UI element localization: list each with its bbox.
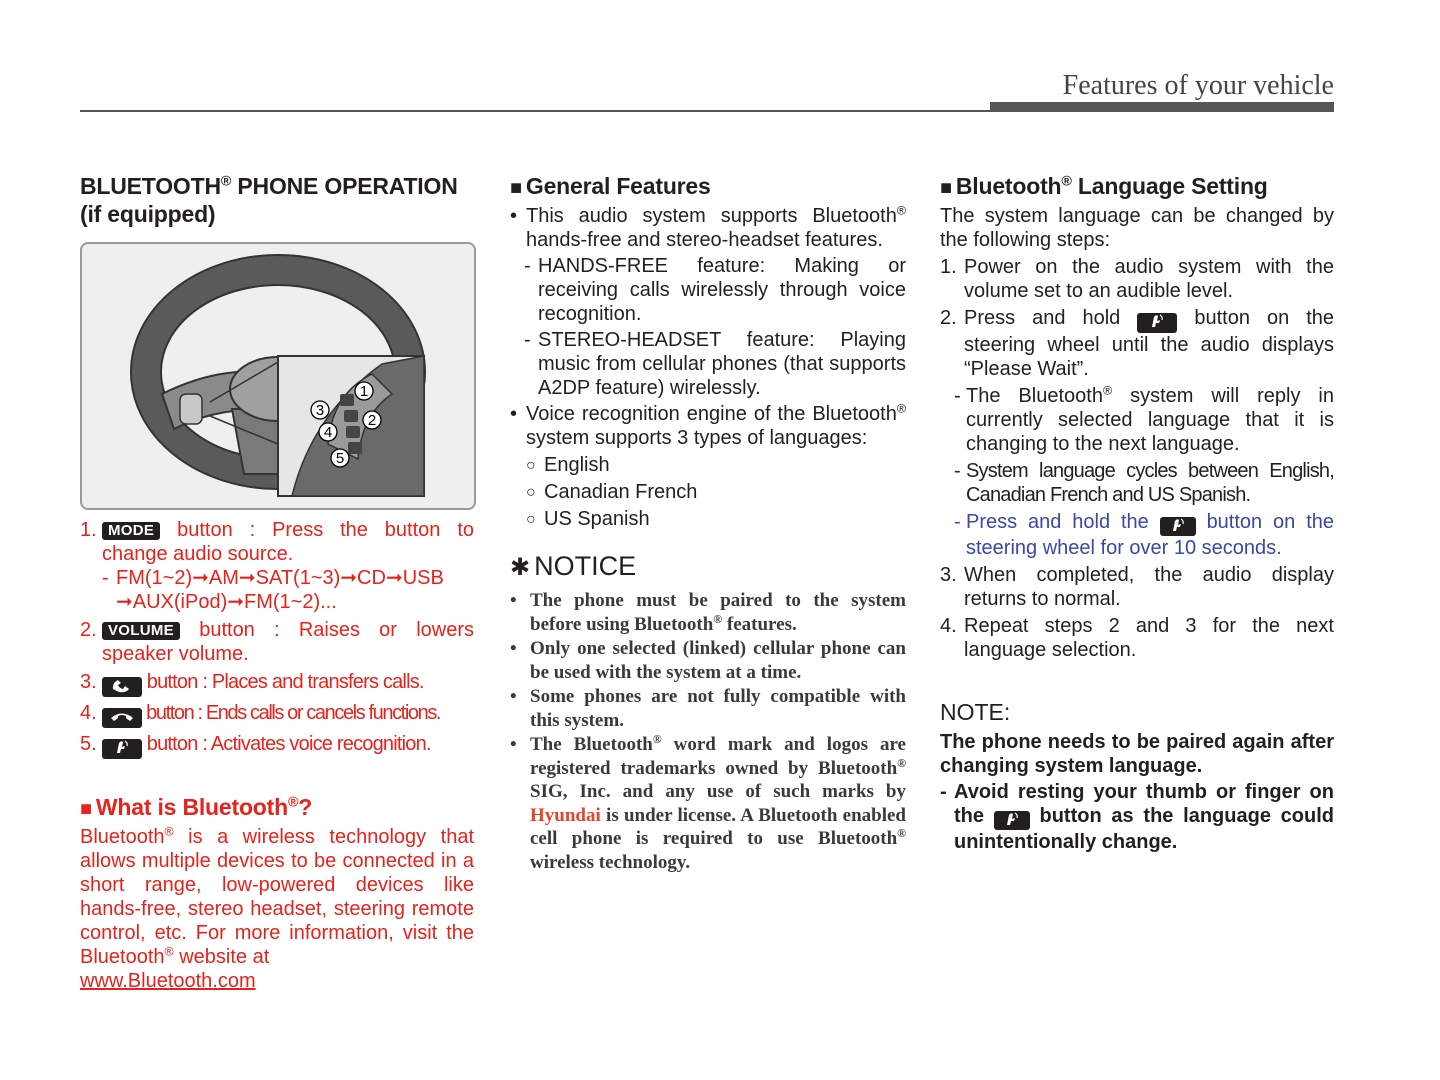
mode-sequence-line2: ➞AUX(iPod)➞FM(1~2)... (116, 591, 337, 613)
header-bar (990, 102, 1334, 112)
section-title-what-is-bluetooth: ■ What is Bluetooth®? (80, 794, 313, 820)
callout-4: 4 (323, 424, 333, 441)
column-middle (510, 172, 906, 875)
notice-item-one-phone: • Only one selected (linked) cellular phone can be used with the system at a time. (510, 638, 906, 683)
note-title: NOTE: (940, 699, 1011, 725)
step-2: 2. Press and hold button on the steering wheel until the audio displays “Please Wait”. (940, 307, 1335, 380)
volume-button-label: VOLUME (102, 622, 180, 640)
callout-3: 3 (315, 402, 325, 419)
feature-hands-free: - HANDS-FREE feature: Making or receiving calls wirelessly through voice recognition. (524, 255, 906, 325)
step-2-note-hold: - Press and hold the button on the steering wheel for over 10 seconds. (954, 511, 1334, 559)
feature-bullet-support: • This audio system supports Bluetooth® hands-free and stereo-headset features. (510, 203, 906, 251)
note-warning: - Avoid resting your thumb or finger on the button as the language could unintentionally change. (940, 781, 1335, 853)
mode-button-label: MODE (102, 522, 160, 540)
notice-title: ✱ NOTICE (510, 551, 637, 581)
callout-1: 1 (359, 383, 369, 400)
steering-wheel-figure (80, 242, 476, 510)
list-item-call: 3. button : Places and transfers calls. (80, 670, 474, 697)
step-2-note-cycle: - System language cycles between English, Canadian French and US Spanish. (954, 460, 1334, 506)
list-item-end: 4. button : Ends calls or cancels functions. (80, 701, 474, 728)
bluetooth-website-link[interactable]: www.Bluetooth.com (80, 970, 256, 992)
step-2-note-reply: - The Bluetooth® system will reply in currently selected language that it is changing to the next language. (954, 383, 1334, 455)
feature-bullet-voice: • Voice recognition engine of the Bluetooth® system supports 3 types of languages: (510, 401, 906, 449)
list-item-volume: 2. VOLUME button : Raises or lowers speaker volume. (80, 619, 474, 665)
section-title-language-setting: ■ Bluetooth® Language Setting (940, 173, 1268, 199)
list-item-voice: 5. button : Activates voice recognition. (80, 732, 474, 759)
feature-stereo-headset: - STEREO-HEADSET feature: Playing music from cellular phones (that supports A2DP feature) wirelessly. (524, 329, 906, 399)
asterisk-icon: ✱ (510, 554, 531, 581)
notice-item-compatibility: • Some phones are not fully compatible with this system. (510, 686, 906, 731)
phone-call-icon (102, 677, 142, 697)
phone-end-icon (102, 708, 142, 728)
button-list (80, 518, 474, 759)
voice-icon (1137, 313, 1177, 333)
list-item-mode: 1. MODE button : Press the button to change audio source. - FM(1~2)➞AM➞SAT(1~3)➞CD➞USB ➞AUX(iPod)➞FM(1~2)... (80, 519, 474, 613)
steering-wheel-illustration (82, 244, 474, 508)
column-right (940, 172, 1334, 854)
column-left (80, 172, 474, 993)
section-title-general-features: ■ General Features (510, 173, 711, 199)
voice-icon (994, 811, 1030, 830)
step-3: 3. When completed, the audio display returns to normal. (940, 564, 1334, 610)
language-canadian-french: ○ Canadian French (526, 481, 698, 503)
voice-icon (102, 739, 142, 759)
voice-icon (1160, 517, 1196, 536)
step-4: 4. Repeat steps 2 and 3 for the next language selection. (940, 615, 1334, 661)
section-title-bluetooth-phone: BLUETOOTH® PHONE OPERATION (if equipped) (80, 173, 458, 227)
notice-item-trademark: • The Bluetooth® word mark and logos are registered trademarks owned by Bluetooth® SIG, Inc. and any use of such marks by Hyundai is under license. A Bluetooth enabled cell phone is required to use Bluetooth® wireless technology. (510, 732, 906, 873)
what-is-bluetooth-body: Bluetooth® is a wireless technology that allows multiple devices to be connected in a short range, low-powered devices like hands-free, stereo headset, steering remote control, etc. For more information, visit the Bluetooth® website at www.Bluetooth.com (80, 824, 474, 992)
note-body: The phone needs to be paired again after changing system language. (940, 731, 1334, 777)
header-title: Features of your vehicle (1062, 70, 1334, 101)
callout-2: 2 (367, 412, 377, 429)
language-english: ○ English (526, 454, 610, 476)
mode-sequence-line1: FM(1~2)➞AM➞SAT(1~3)➞CD➞USB (116, 567, 444, 589)
language-intro: The system language can be changed by the following steps: (940, 205, 1334, 251)
brand-name: Hyundai (530, 804, 601, 826)
notice-item-paired: • The phone must be paired to the system before using Bluetooth® features. (510, 590, 906, 635)
step-1: 1. Power on the audio system with the volume set to an audible level. (940, 256, 1334, 302)
language-us-spanish: ○ US Spanish (526, 508, 650, 530)
callout-5: 5 (335, 450, 345, 467)
